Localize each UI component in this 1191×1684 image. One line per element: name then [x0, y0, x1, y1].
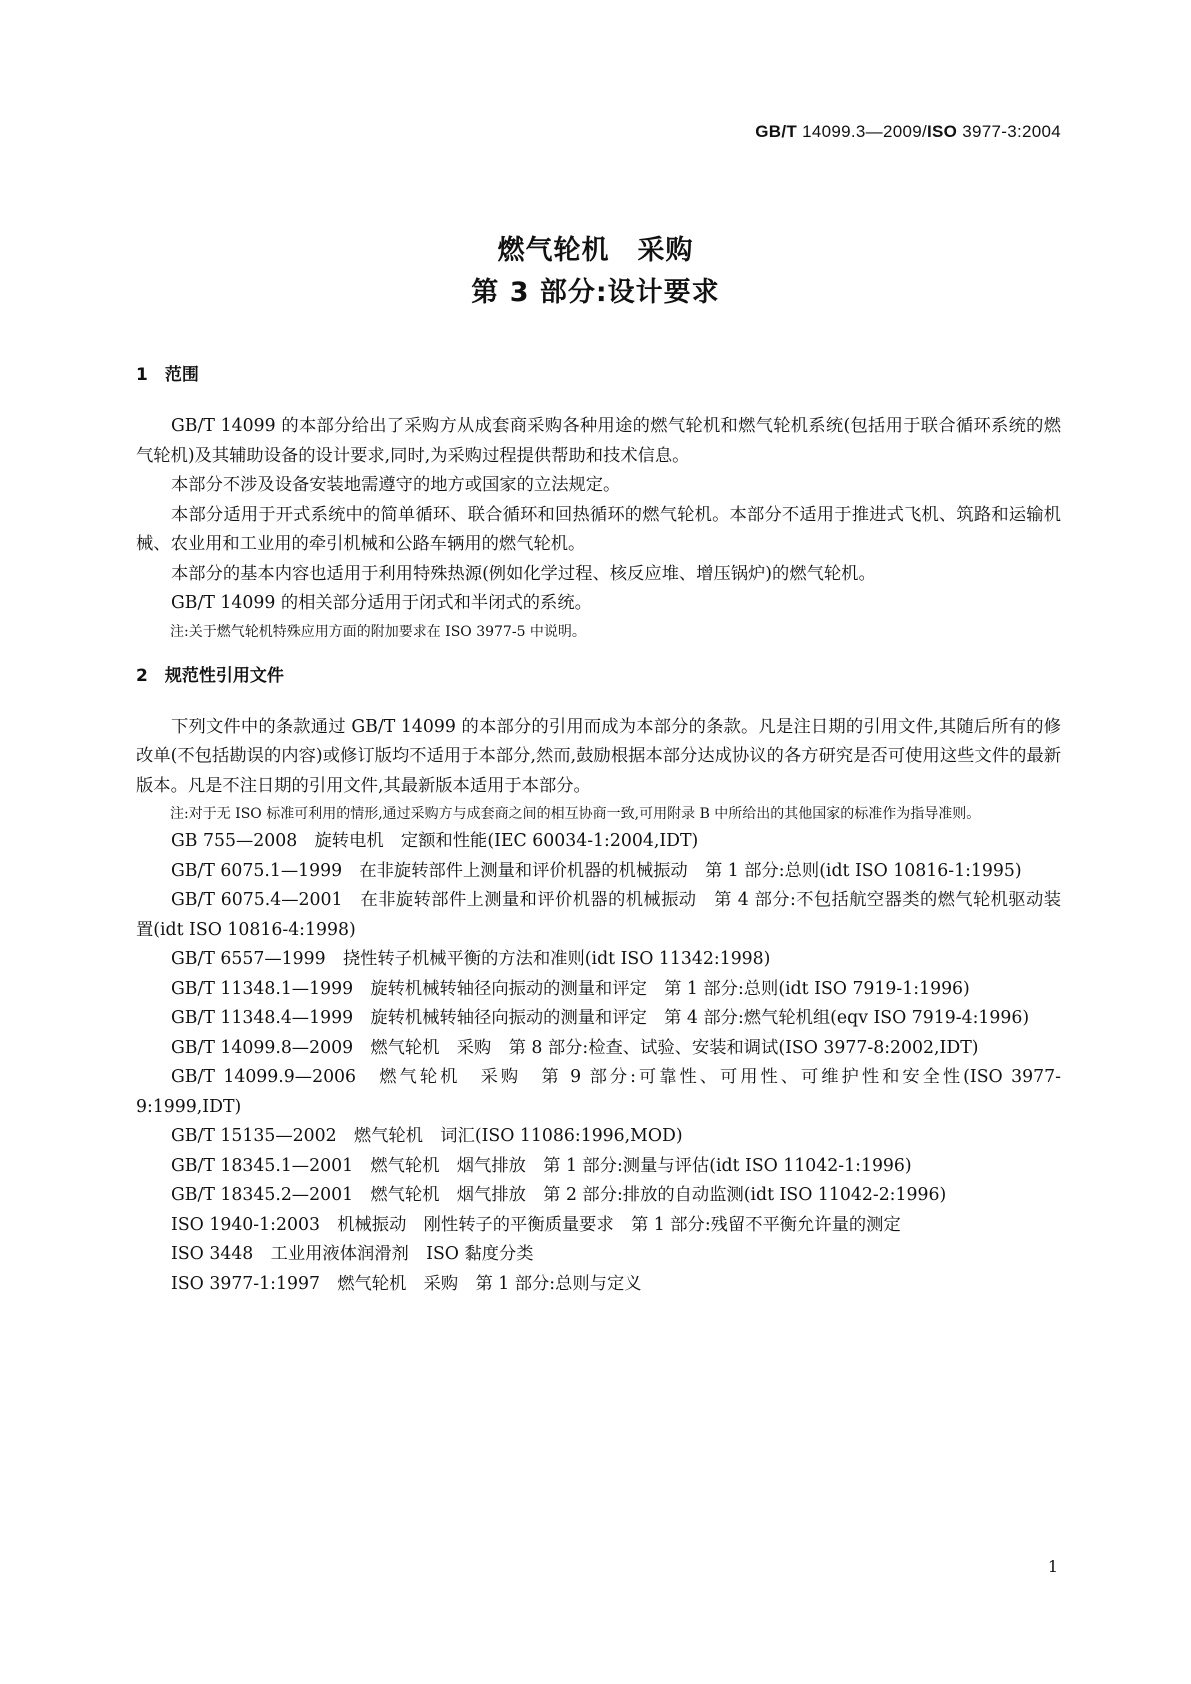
document-code: GB/T 14099.3—2009/ISO 3977-3:2004	[755, 122, 1061, 141]
reference-item: GB/T 15135—2002 燃气轮机 词汇(ISO 11086:1996,MOD)	[171, 1126, 683, 1146]
reference-item: ISO 3977-1:1997 燃气轮机 采购 第 1 部分:总则与定义	[171, 1273, 642, 1294]
page-number: 1	[1047, 1557, 1058, 1576]
note: 注:关于燃气轮机特殊应用方面的附加要求在 ISO 3977-5 中说明。	[170, 623, 586, 640]
paragraph: 本部分适用于开式系统中的简单循环、联合循环和回热循环的燃气轮机。本部分不适用于推进式飞机、筑路和运输机械、农业用和工业用的牵引机械和公路车辆用的燃气轮机。	[136, 504, 1061, 554]
reference-item: GB/T 6075.1—1999 在非旋转部件上测量和评价机器的机械振动 第 1 部分:总则(idt ISO 10816-1:1995)	[171, 860, 1022, 881]
reference-item: GB/T 18345.2—2001 燃气轮机 烟气排放 第 2 部分:排放的自动监测(idt ISO 11042-2:1996)	[171, 1185, 947, 1205]
reference-item: GB 755—2008 旋转电机 定额和性能(IEC 60034-1:2004,IDT)	[171, 831, 699, 851]
document-body	[136, 360, 1061, 1299]
paragraph: 下列文件中的条款通过 GB/T 14099 的本部分的引用而成为本部分的条款。凡是注日期的引用文件,其随后所有的修改单(不包括勘误的内容)或修订版均不适用于本部分,然而,鼓励根据本部分达成协议的各方研究是否可使用这些文件的最新版本。凡是不注日期的引用文件,其最新版本适用于本部分。	[136, 716, 1061, 796]
paragraph: 本部分不涉及设备安装地需遵守的地方或国家的立法规定。	[171, 475, 621, 495]
reference-item: GB/T 11348.1—1999 旋转机械转轴径向振动的测量和评定 第 1 部分:总则(idt ISO 7919-1:1996)	[171, 978, 970, 999]
paragraph: GB/T 14099 的相关部分适用于闭式和半闭式的系统。	[171, 593, 592, 613]
reference-item: GB/T 18345.1—2001 燃气轮机 烟气排放 第 1 部分:测量与评估(idt ISO 11042-1:1996)	[171, 1155, 912, 1176]
reference-item: GB/T 14099.8—2009 燃气轮机 采购 第 8 部分:检查、试验、安装和调试(ISO 3977-8:2002,IDT)	[171, 1037, 979, 1058]
reference-item: ISO 3448 工业用液体润滑剂 ISO 黏度分类	[171, 1244, 534, 1264]
section-heading-scope: 1 范围	[136, 365, 199, 385]
document-subtitle: 第 3 部分:设计要求	[471, 277, 720, 308]
section-heading-normative-references: 2 规范性引用文件	[136, 665, 284, 686]
note: 注:对于无 ISO 标准可利用的情形,通过采购方与成套商之间的相互协商一致,可用附录 B 中所给出的其他国家的标准作为指导准则。	[170, 806, 981, 822]
reference-item: GB/T 6075.4—2001 在非旋转部件上测量和评价机器的机械振动 第 4 部分:不包括航空器类的燃气轮机驱动装置(idt ISO 10816-4:1998)	[136, 890, 1061, 940]
reference-item: GB/T 14099.9—2006 燃气轮机 采购 第 9 部分:可靠性、可用性、可维护性和安全性(ISO 3977-9:1999,IDT)	[136, 1067, 1061, 1117]
document-title: 燃气轮机 采购	[497, 235, 694, 266]
paragraph: 本部分的基本内容也适用于利用特殊热源(例如化学过程、核反应堆、增压锅炉)的燃气轮机。	[171, 563, 876, 584]
reference-item: ISO 1940-1:2003 机械振动 刚性转子的平衡质量要求 第 1 部分:残留不平衡允许量的测定	[171, 1214, 901, 1235]
reference-item: GB/T 6557—1999 挠性转子机械平衡的方法和准则(idt ISO 11342:1998)	[171, 949, 771, 969]
paragraph: GB/T 14099 的本部分给出了采购方从成套商采购各种用途的燃气轮机和燃气轮机系统(包括用于联合循环系统的燃气轮机)及其辅助设备的设计要求,同时,为采购过程提供帮助和技术信息。	[136, 416, 1061, 466]
reference-item: GB/T 11348.4—1999 旋转机械转轴径向振动的测量和评定 第 4 部分:燃气轮机组(eqv ISO 7919-4:1996)	[171, 1008, 1030, 1028]
